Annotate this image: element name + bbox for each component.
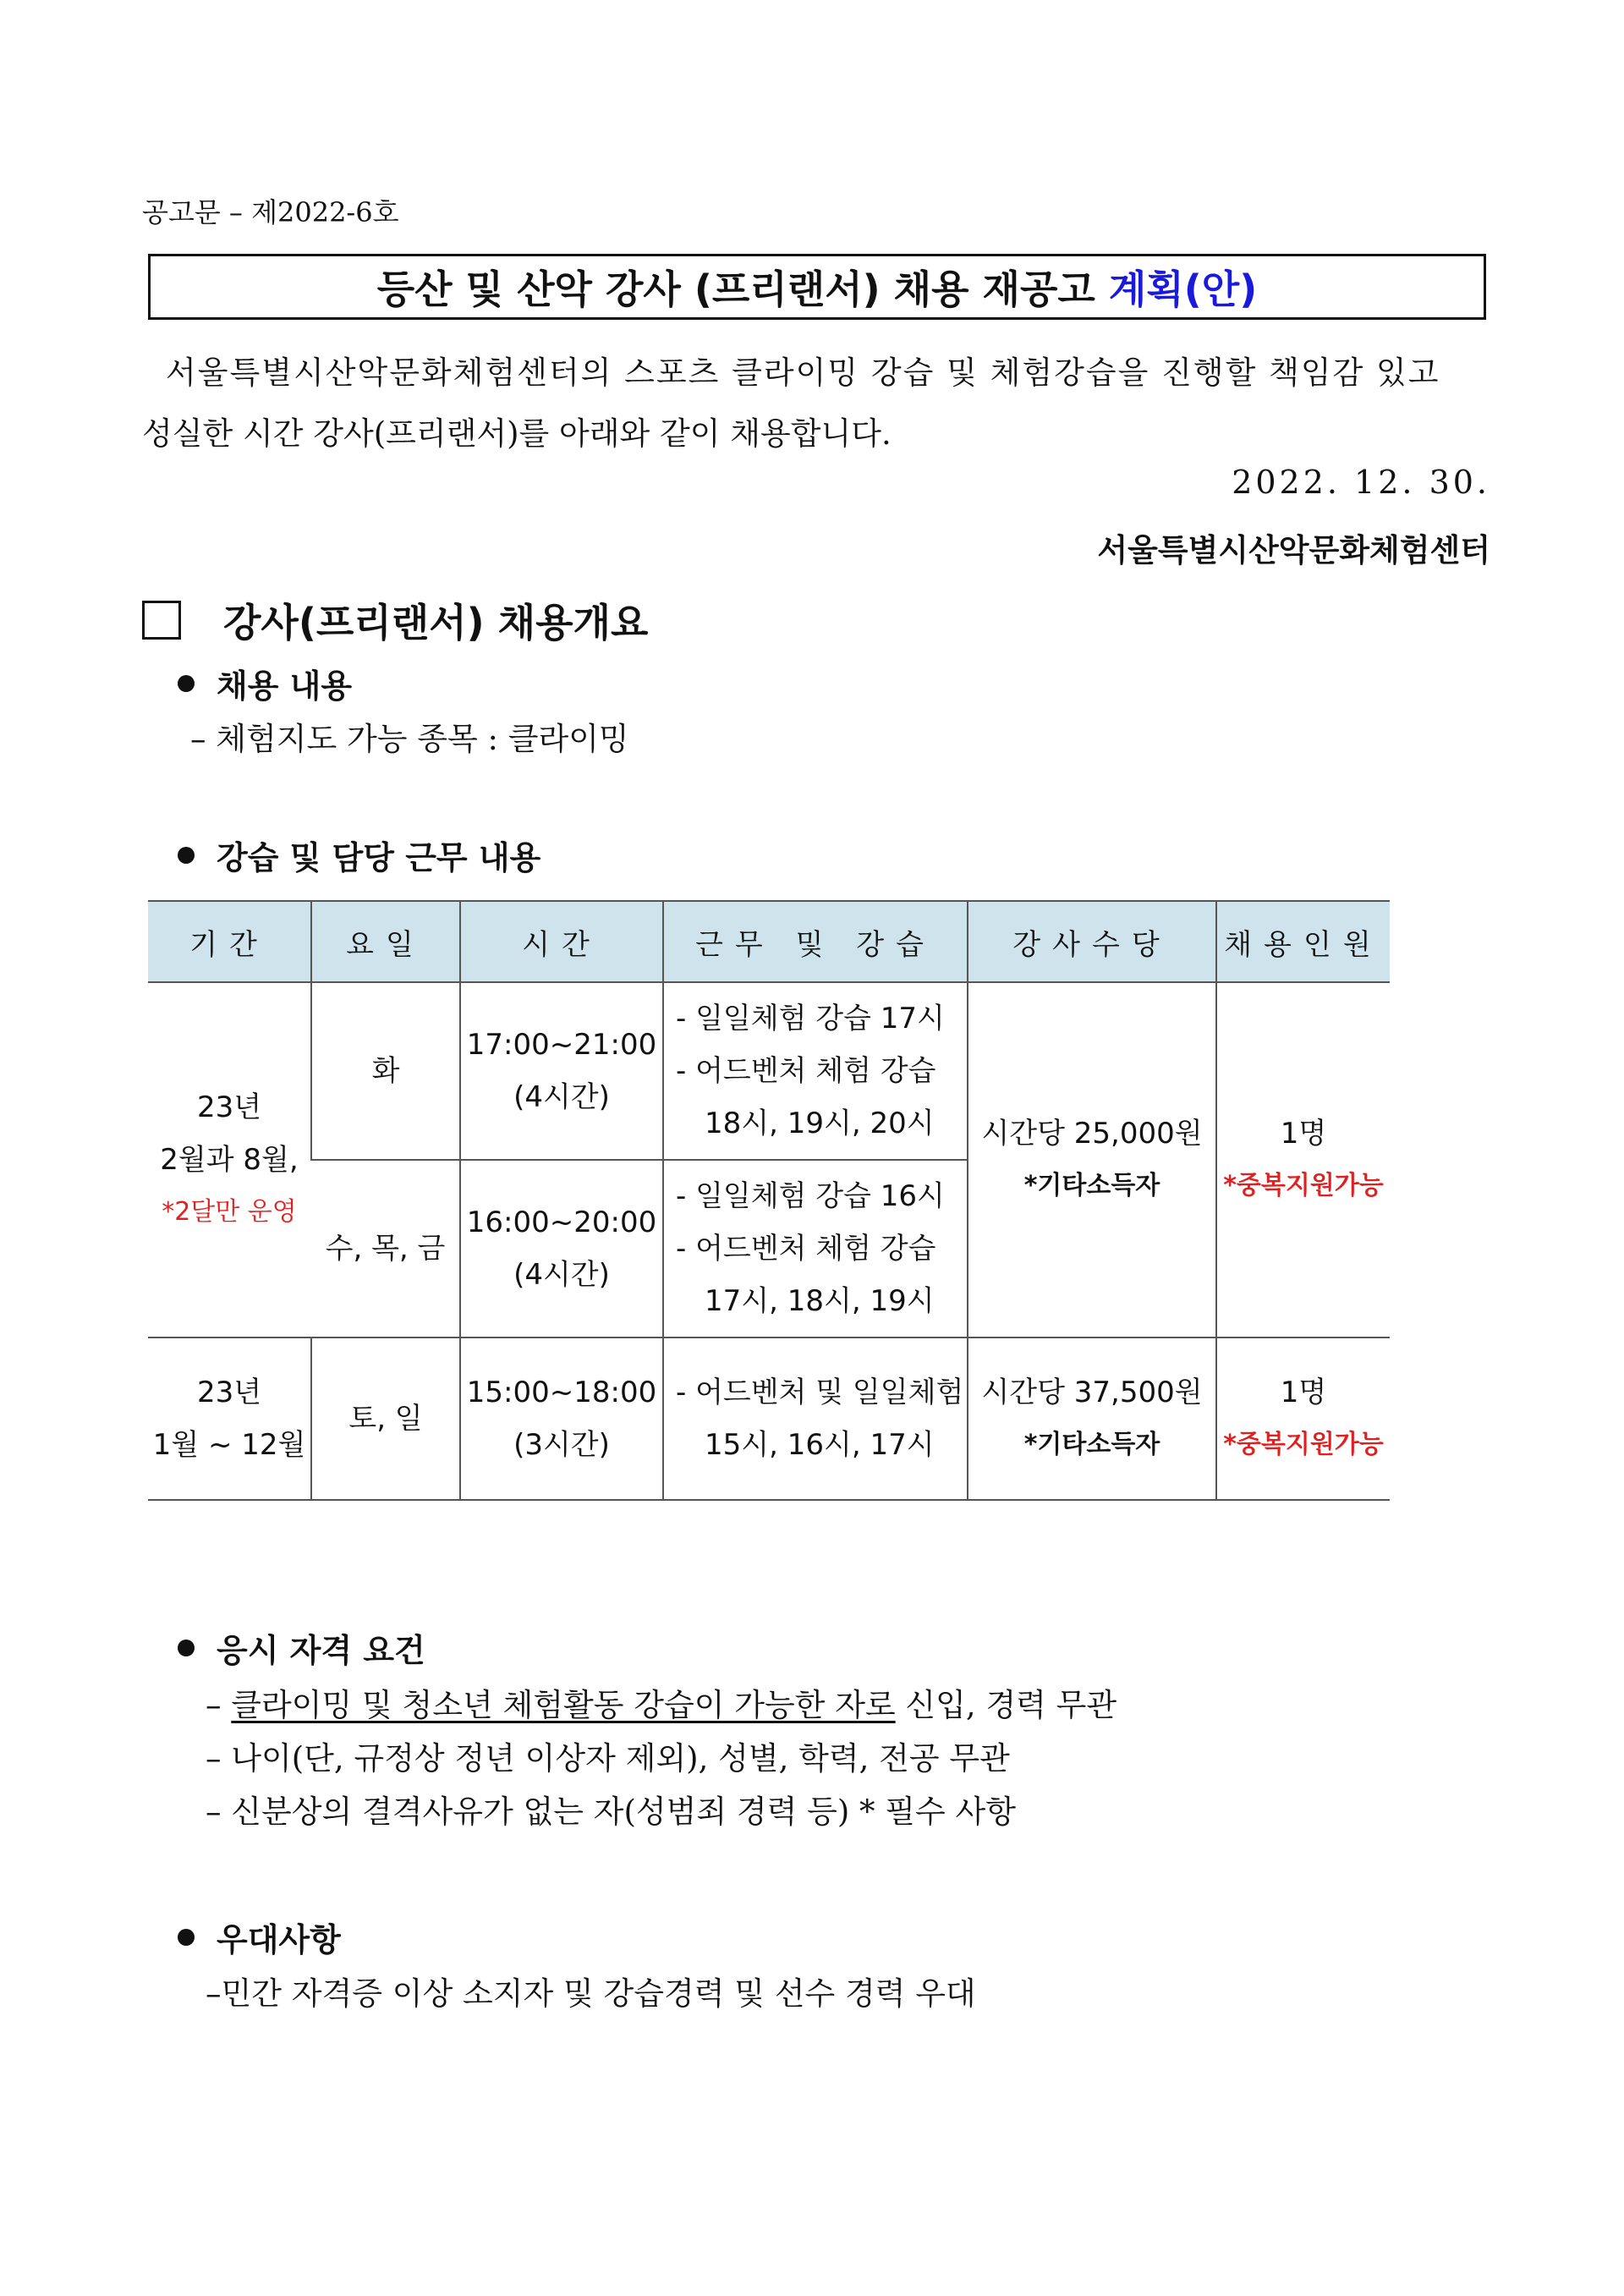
work-line: 15시, 16시, 17시 — [705, 1428, 935, 1462]
preference-item-1: –민간 자격증 이상 소지자 및 강습경력 및 선수 경력 우대 — [206, 1975, 976, 2012]
table-header-row — [148, 901, 1390, 982]
count-value: 1명 — [1280, 1117, 1327, 1151]
pay-note: *기타소득자 — [1023, 1430, 1160, 1459]
qualifications-heading-label: 응시 자격 요건 — [217, 1632, 425, 1669]
item-suffix: 신입, 경력 무관 — [895, 1687, 1117, 1723]
time-hours: (4시간) — [513, 1080, 610, 1114]
table-row — [148, 982, 1390, 1160]
qualifications-heading — [178, 1624, 425, 1671]
period-months: 2월과 8월, — [160, 1143, 299, 1177]
intro-paragraph — [142, 343, 1495, 464]
intro-line-2: 성실한 시간 강사(프리랜서)를 아래와 같이 채용합니다. — [142, 415, 892, 452]
work-cell — [663, 982, 968, 1160]
time-cell — [460, 1160, 663, 1338]
work-cell — [663, 1338, 968, 1500]
organization-name: 서울특별시산악문화체험센터 — [1097, 532, 1490, 569]
period-note: *2달만 운영 — [162, 1197, 297, 1227]
work-line: - 어드벤처 및 일일체험 — [676, 1376, 964, 1409]
time-range: 17:00~21:00 — [466, 1028, 657, 1062]
recruit-item: – 체험지도 가능 종목 : 클라이밍 — [190, 721, 629, 757]
time-cell — [460, 1338, 663, 1500]
period-year: 23년 — [196, 1376, 262, 1409]
count-note: *중복지원가능 — [1223, 1171, 1384, 1200]
checkbox-square-icon — [142, 601, 181, 640]
document-number: 공고문 – 제2022-6호 — [142, 196, 399, 228]
preferences-heading — [178, 1914, 341, 1960]
period-year: 23년 — [196, 1090, 262, 1124]
work-cell — [663, 1160, 968, 1338]
qualification-item-3: – 신분상의 결격사유가 없는 자(성범죄 경력 등) * 필수 사항 — [206, 1793, 1017, 1830]
period-cell — [148, 1338, 311, 1500]
title-accent: 계획(안) — [1108, 266, 1258, 312]
preferences-heading-label: 우대사항 — [217, 1921, 341, 1958]
qualification-item-2: – 나이(단, 규정상 정년 이상자 제외), 성별, 학력, 전공 무관 — [206, 1740, 1010, 1777]
time-hours: (3시간) — [513, 1428, 610, 1462]
day-cell: 토, 일 — [311, 1338, 460, 1500]
title-main: 등산 및 산악 강사 (프리랜서) 채용 재공고 — [376, 266, 1095, 312]
time-hours: (4시간) — [513, 1258, 610, 1292]
bullet-icon — [178, 847, 195, 864]
period-cell — [148, 982, 311, 1338]
overview-heading — [142, 592, 648, 648]
work-line: - 일일체험 강습 16시 — [676, 1179, 945, 1213]
col-header-time: 시간 — [460, 901, 663, 982]
schedule-heading — [178, 832, 540, 878]
schedule-table — [148, 900, 1390, 1501]
item-dash: – — [206, 1687, 232, 1723]
recruit-heading-label: 채용 내용 — [217, 667, 353, 705]
day-cell: 화 — [311, 982, 460, 1160]
qualification-item-1 — [206, 1679, 1116, 1725]
recruit-heading — [178, 660, 352, 706]
count-value: 1명 — [1280, 1376, 1327, 1409]
bullet-icon — [178, 1929, 195, 1946]
period-months: 1월 ~ 12월 — [152, 1428, 306, 1462]
count-cell — [1216, 982, 1390, 1338]
col-header-count: 채용인원 — [1216, 901, 1390, 982]
work-line: - 어드벤처 체험 강습 — [676, 1054, 936, 1088]
work-line: 18시, 19시, 20시 — [705, 1107, 935, 1140]
work-line: - 어드벤처 체험 강습 — [676, 1232, 936, 1266]
col-header-pay: 강사수당 — [968, 901, 1216, 982]
count-cell — [1216, 1338, 1390, 1500]
announcement-date: 2022. 12. 30. — [1232, 464, 1490, 501]
col-header-work: 근무 및 강습 — [663, 901, 968, 982]
work-line: 17시, 18시, 19시 — [705, 1284, 935, 1318]
col-header-day: 요일 — [311, 901, 460, 982]
overview-title: 강사(프리랜서) 채용개요 — [223, 600, 649, 645]
bullet-icon — [178, 1640, 195, 1656]
pay-cell — [968, 982, 1216, 1338]
pay-note: *기타소득자 — [1023, 1171, 1160, 1200]
time-range: 16:00~20:00 — [466, 1206, 657, 1239]
schedule-heading-label: 강습 및 담당 근무 내용 — [217, 839, 541, 876]
col-header-period: 기간 — [148, 901, 311, 982]
day-cell: 수, 목, 금 — [311, 1160, 460, 1338]
table-row — [148, 1338, 1390, 1500]
page-title — [148, 254, 1486, 320]
bullet-icon — [178, 675, 195, 692]
work-line: - 일일체험 강습 17시 — [676, 1002, 945, 1035]
pay-amount: 시간당 25,000원 — [981, 1117, 1203, 1151]
intro-line-1: 서울특별시산악문화체험센터의 스포츠 클라이밍 강습 및 체험강습을 진행할 책임감 있고 — [166, 354, 1440, 391]
pay-cell — [968, 1338, 1216, 1500]
underlined-requirement: 클라이밍 및 청소년 체험활동 강습이 가능한 자로 — [231, 1687, 896, 1723]
pay-amount: 시간당 37,500원 — [981, 1376, 1203, 1409]
count-note: *중복지원가능 — [1223, 1430, 1384, 1459]
time-range: 15:00~18:00 — [466, 1376, 657, 1409]
time-cell — [460, 982, 663, 1160]
